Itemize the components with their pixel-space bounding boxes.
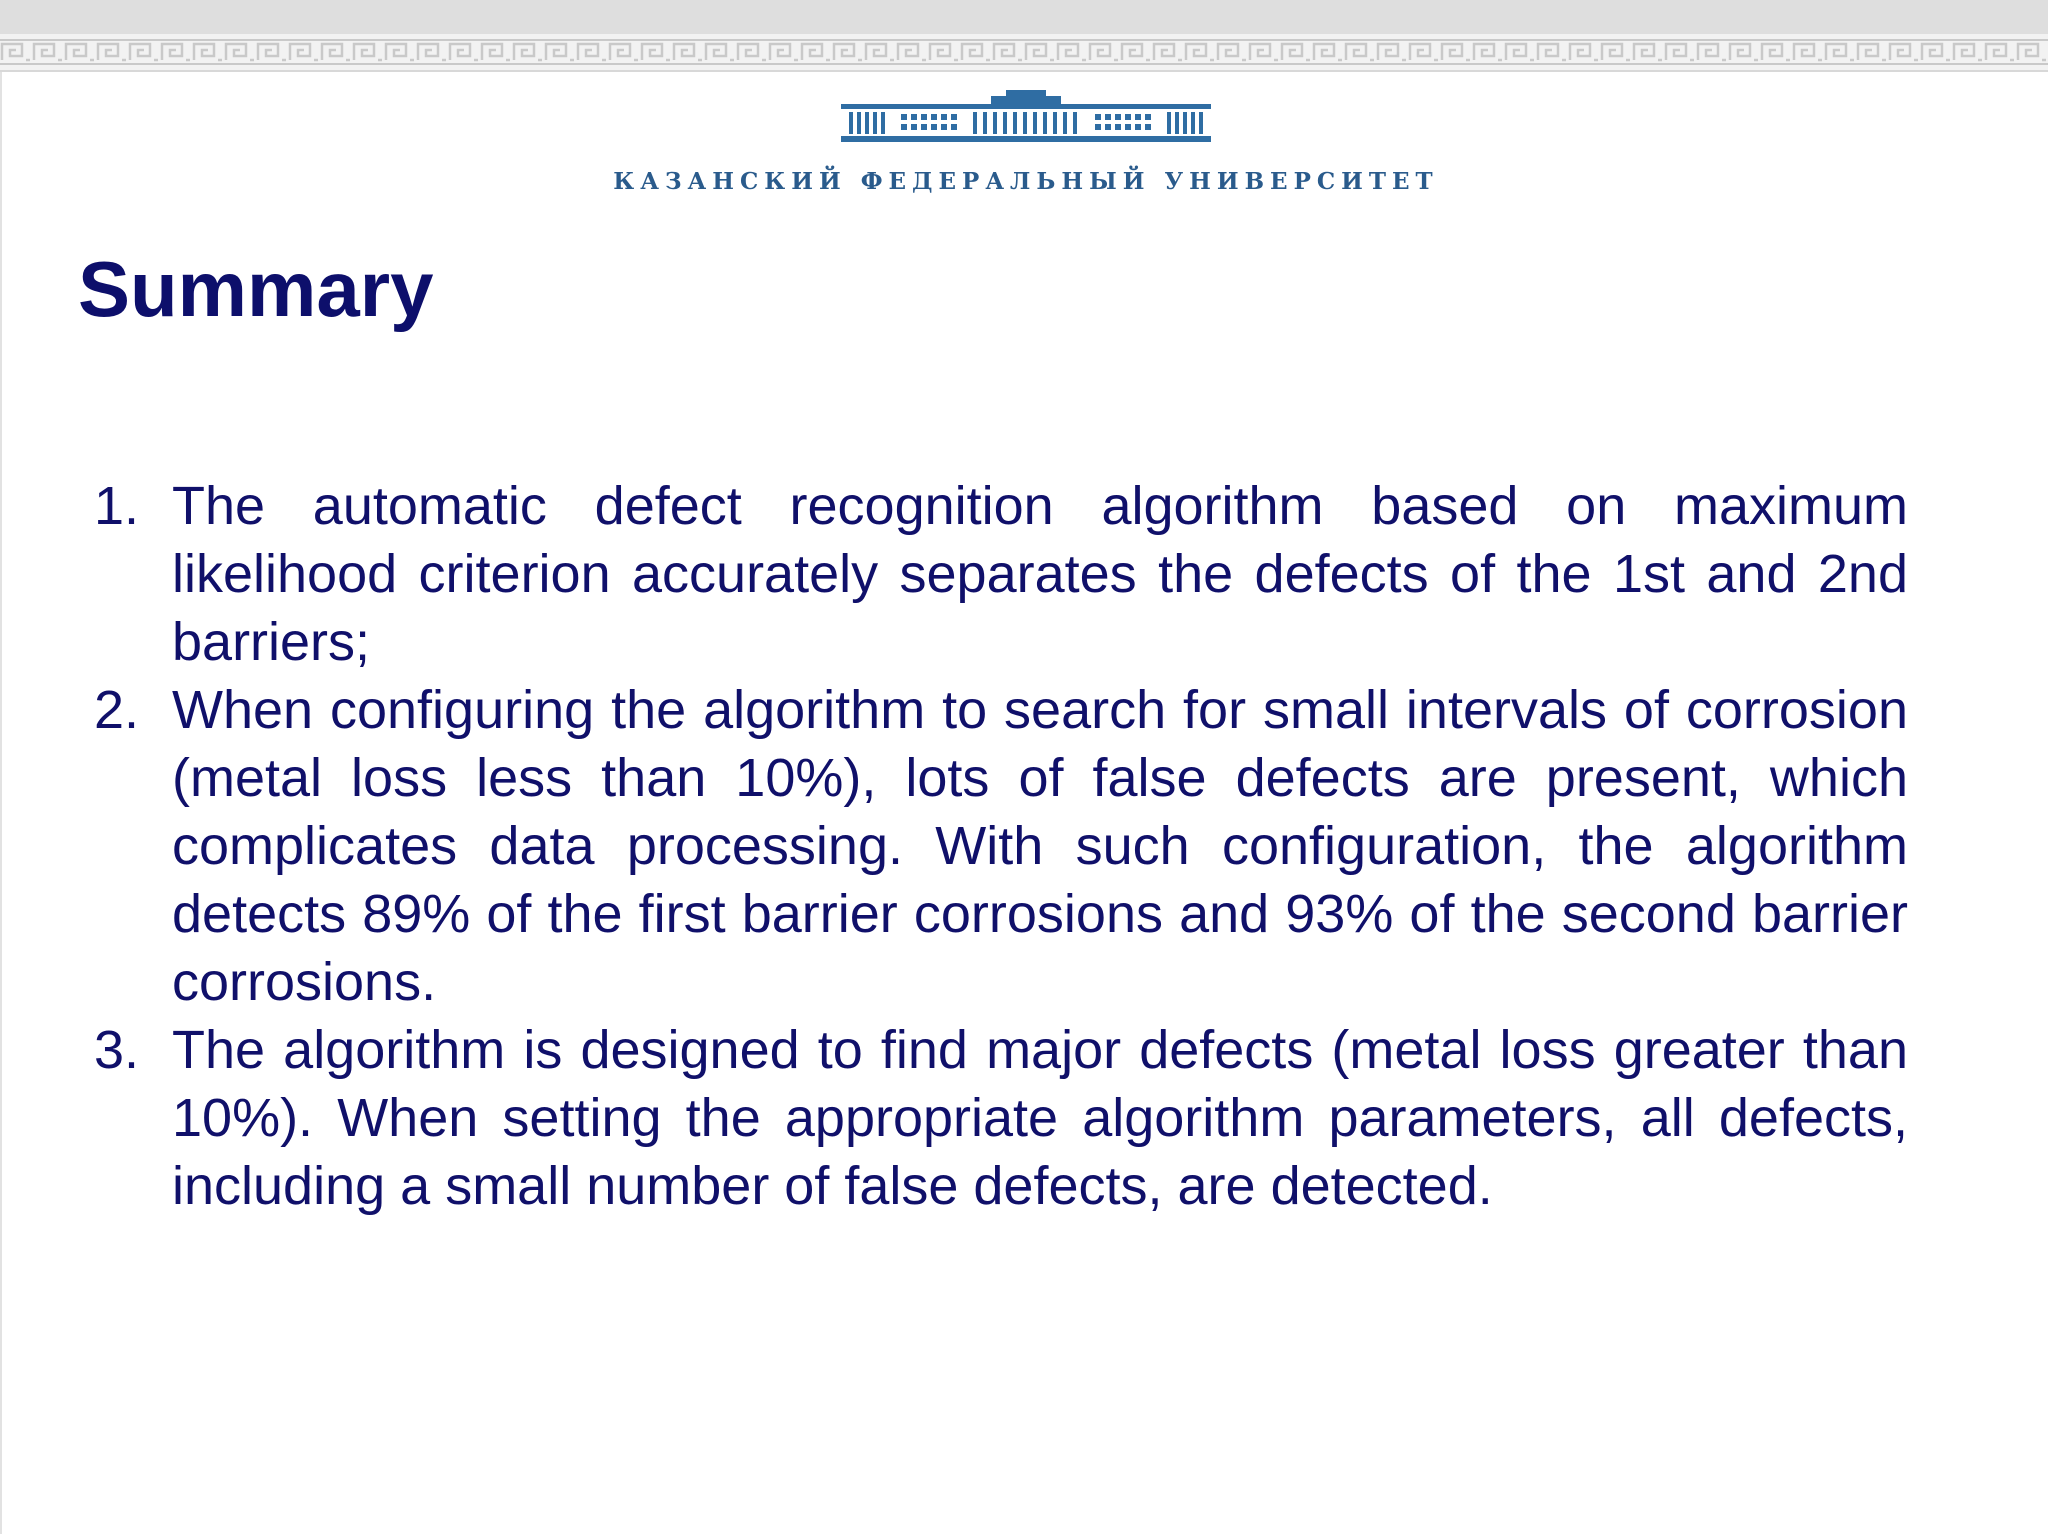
slide-title: Summary: [78, 245, 434, 333]
list-item: [94, 676, 1908, 1016]
university-logo: [2, 90, 2048, 195]
list-item-text: The automatic defect recognition algorithm based on maximum likelihood criterion accurately separates the defects of the 1st and 2nd barriers;: [172, 476, 1908, 672]
slide-content: [0, 72, 2048, 1534]
list-item: [94, 1016, 1908, 1220]
summary-list: [94, 472, 1908, 1220]
list-item-number: 2.: [94, 680, 140, 740]
university-name: КАЗАНСКИЙ ФЕДЕРАЛЬНЫЙ УНИВЕРСИТЕТ: [613, 168, 1439, 195]
meander-border: [0, 34, 2048, 72]
list-item: [94, 472, 1908, 676]
list-item-text: The algorithm is designed to find major defects (metal loss greater than 10%). When setting the appropriate algorithm parameters, all defects, including a small number of false defects, are detected.: [172, 1020, 1908, 1216]
university-building-icon: [841, 90, 1211, 146]
list-item-number: 3.: [94, 1020, 140, 1080]
list-item-number: 1.: [94, 476, 140, 536]
list-item-text: When configuring the algorithm to search for small intervals of corrosion (metal loss less than 10%), lots of false defects are present, which complicates data processing. With such configuration, the algorithm detects 89% of the first barrier corrosions and 93% of the second barrier corrosions.: [172, 680, 1908, 1012]
top-gray-band: [0, 0, 2048, 34]
